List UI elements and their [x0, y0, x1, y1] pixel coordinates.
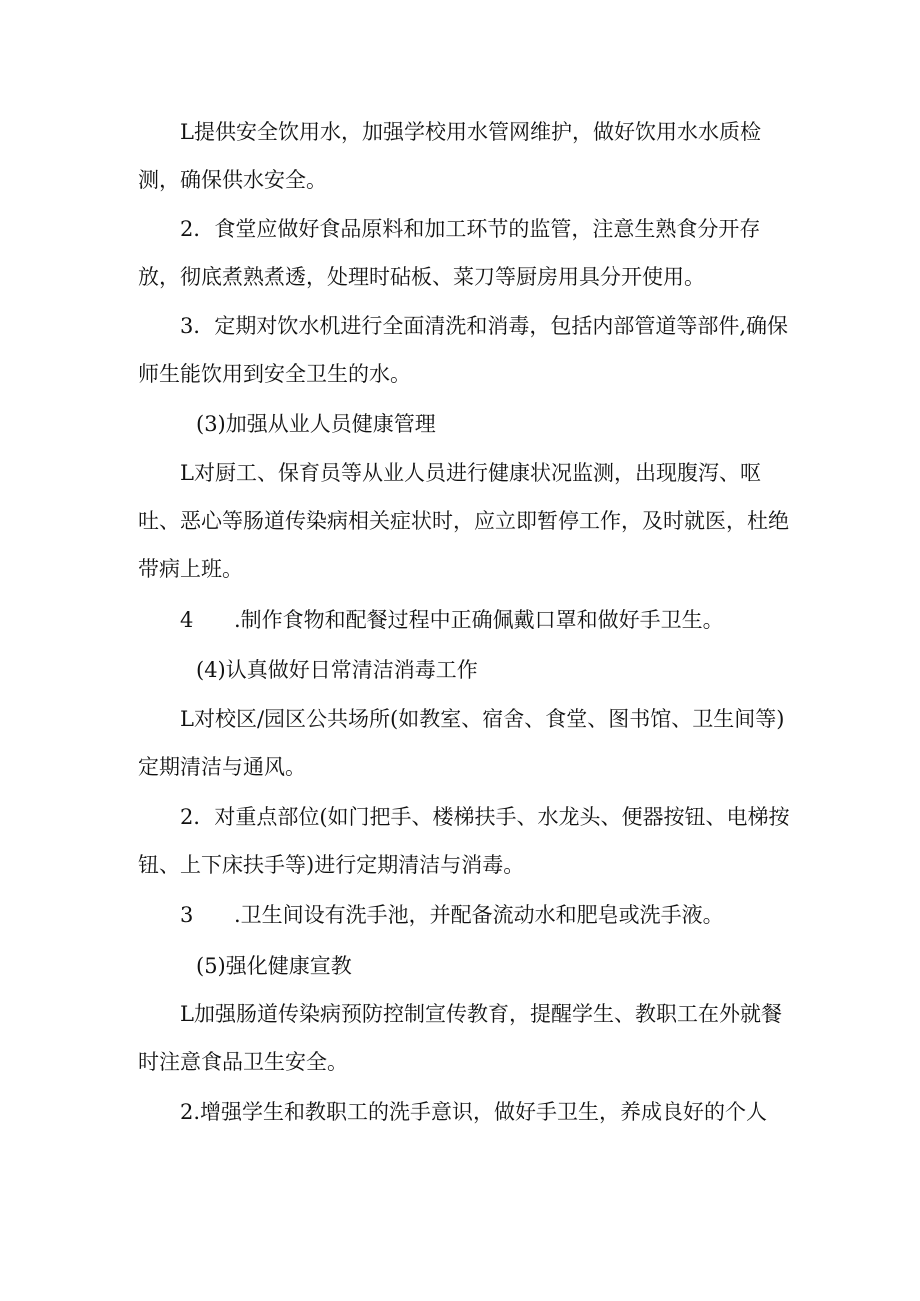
paragraph-water-dispenser: 3．定期对饮水机进行全面清洗和消毒，包括内部管道等部件,确保师生能饮用到安全卫生的水。: [138, 314, 789, 386]
paragraph-safe-drinking-water: L提供安全饮用水，加强学校用水管网维护，做好饮用水水质检测，确保供水安全。: [138, 120, 761, 192]
heading-daily-cleaning: (4)认真做好日常清洁消毒工作: [196, 658, 478, 682]
item-text: .卫生间设有洗手池，并配备流动水和肥皂或洗手液。: [234, 903, 724, 927]
paragraph-staff-monitoring: L对厨工、保育员等从业人员进行健康状况监测，出现腹泻、呕吐、恶心等肠道传染病相关症状时，应立即暂停工作，及时就医，杜绝带病上班。: [138, 461, 789, 581]
paragraph-canteen-supervision: 2．食堂应做好食品原料和加工环节的监管，注意生熟食分开存放，彻底煮熟煮透，处理时砧板、菜刀等厨房用具分开使用。: [138, 217, 761, 289]
paragraph-handwash-stations: [180, 891, 724, 939]
paragraph-key-surfaces: 2．对重点部位(如门把手、楼梯扶手、水龙头、便器按钮、电梯按钮、上下床扶手等)进行定期清洁与消毒。: [138, 805, 790, 877]
paragraph-public-areas: L对校区/园区公共场所(如教室、宿舍、食堂、图书馆、卫生间等)定期清洁与通风。: [138, 707, 785, 779]
heading-health-education: (5)强化健康宣教: [196, 954, 352, 978]
item-text: .制作食物和配餐过程中正确佩戴口罩和做好手卫生。: [234, 608, 724, 632]
paragraph-mask-hygiene: [180, 596, 724, 644]
item-number: 4: [180, 608, 194, 632]
paragraph-handwashing-awareness: 2.增强学生和教职工的洗手意识，做好手卫生，养成良好的个人: [180, 1100, 768, 1124]
paragraph-prevention-education: L加强肠道传染病预防控制宣传教育，提醒学生、教职工在外就餐时注意食品卫生安全。: [138, 1002, 782, 1074]
heading-staff-health: (3)加强从业人员健康管理: [196, 412, 436, 436]
item-number: 3: [180, 903, 194, 927]
